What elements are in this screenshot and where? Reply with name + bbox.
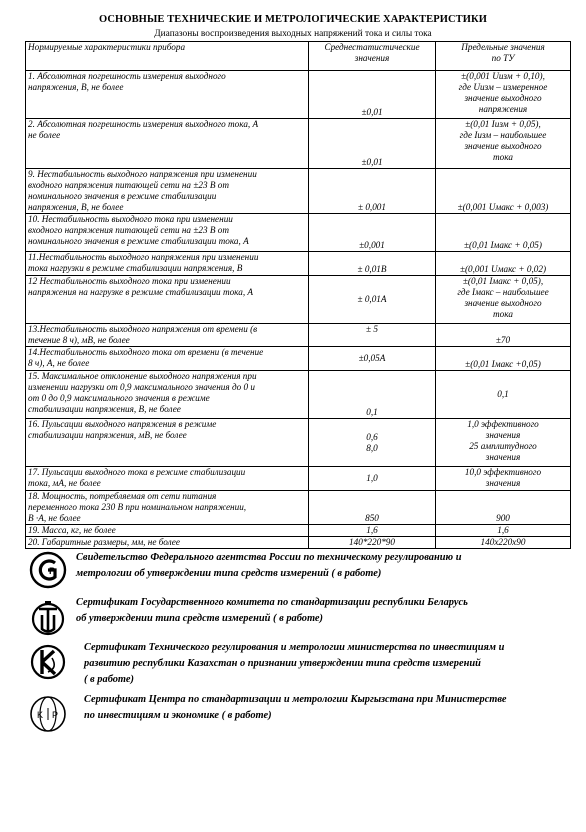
- limit-value-cell: ±(0,001 Uмакс + 0,02): [436, 252, 571, 276]
- characteristics-table: [25, 41, 571, 549]
- table-row: [26, 371, 571, 419]
- certificate-item: [28, 692, 576, 740]
- limit-value-cell: 0,1: [436, 371, 571, 419]
- table-row: [26, 276, 571, 324]
- certificate-item: [28, 640, 576, 688]
- average-value-cell: ±0,01: [309, 119, 436, 169]
- average-value-cell: 0,6 8,0: [309, 419, 436, 467]
- average-value-cell: 140*220*90: [309, 537, 436, 549]
- table-row: [26, 119, 571, 169]
- table-row: [26, 491, 571, 525]
- characteristic-name-cell: 17. Пульсации выходного тока в режиме стабилизации тока, мА, не более: [26, 467, 309, 491]
- characteristic-name-cell: 14.Нестабильность выходного тока от времени (в течение 8 ч), А, не более: [26, 347, 309, 371]
- characteristic-name-cell: 16. Пульсации выходного напряжения в режиме стабилизации напряжения, мВ, не более: [26, 419, 309, 467]
- average-value-cell: ± 5: [309, 324, 436, 347]
- gost-r-icon: [28, 550, 68, 594]
- belarus-cert-icon: [28, 595, 68, 639]
- certificate-item: [28, 595, 576, 643]
- certificate-text: Сертификат Технического регулирования и метрологии министерства по инвестициям и развитию республики Казахстан о признании утверждении типа средств измерений ( в работе): [84, 642, 505, 685]
- characteristic-name-cell: 1. Абсолютная погрешность измерения выходного напряжения, В, не более: [26, 71, 309, 119]
- characteristic-name-cell: 18. Мощность, потребляемая от сети питания переменного тока 230 В при номинальном напряжении, В ·А, не более: [26, 491, 309, 525]
- characteristic-name-cell: 12 Нестабильность выходного тока при изменении напряжения на нагрузке в режиме стабилизации тока, А: [26, 276, 309, 324]
- certificate-item: [28, 550, 576, 598]
- average-value-cell: ± 0,01А: [309, 276, 436, 324]
- table-row: [26, 525, 571, 537]
- limit-value-cell: ±(0,001 Uизм + 0,10), где Uизм – измеренное значение выходного напряжения: [436, 71, 571, 119]
- table-header-row: [26, 42, 571, 71]
- document-title: ОСНОВНЫЕ ТЕХНИЧЕСКИЕ И МЕТРОЛОГИЧЕСКИЕ ХАРАКТЕРИСТИКИ: [98, 14, 488, 25]
- svg-text:P: P: [49, 566, 56, 576]
- certificate-text: Свидетельство Федерального агентства России по техническому регулированию и метрологии об утверждении типа средств измерений ( в работе): [76, 552, 462, 579]
- limit-value-cell: 10,0 эффективного значения: [436, 467, 571, 491]
- table-body: [26, 71, 571, 549]
- average-value-cell: 0,1: [309, 371, 436, 419]
- table-row: [26, 169, 571, 214]
- certificate-text: Сертификат Государственного комитета по стандартизации республики Беларусь об утверждении типа средств измерений ( в работе): [76, 597, 468, 624]
- kyrgyzstan-cert-icon: [28, 692, 68, 736]
- table-row: [26, 347, 571, 371]
- table-row: [26, 214, 571, 252]
- document-subtitle: Диапазоны воспроизведения выходных напряжений тока и силы тока: [154, 29, 432, 39]
- table-row: [26, 537, 571, 549]
- limit-value-cell: 900: [436, 491, 571, 525]
- table-row: [26, 324, 571, 347]
- limit-value-cell: ±(0,001 Uмакс + 0,003): [436, 169, 571, 214]
- characteristic-name-cell: 19. Масса, кг, не более: [26, 525, 309, 537]
- characteristic-name-cell: 13.Нестабильность выходного напряжения от времени (в течение 8 ч), мВ, не более: [26, 324, 309, 347]
- characteristic-name-cell: 10. Нестабильность выходного тока при изменении входного напряжения питающей сети на ±23 В от номинального значения в режиме стабилизации тока, А: [26, 214, 309, 252]
- average-value-cell: ±0,001: [309, 214, 436, 252]
- svg-text:P: P: [52, 710, 59, 720]
- average-value-cell: 1,6: [309, 525, 436, 537]
- table-row: [26, 252, 571, 276]
- header-characteristics: Нормируемые характеристики прибора: [26, 42, 309, 71]
- svg-text:K: K: [37, 710, 44, 720]
- characteristic-name-cell: 15. Максимальное отклонение выходного напряжения при изменении нагрузки от 0,9 максимального значения до 0 и от 0 до 0,9 максимального значения в режиме стабилизации напряжения, В, не более: [26, 371, 309, 419]
- limit-value-cell: 1,6: [436, 525, 571, 537]
- characteristic-name-cell: 11.Нестабильность выходного напряжения при изменении тока нагрузки в режиме стабилизации напряжения, В: [26, 252, 309, 276]
- limit-value-cell: ±(0,01 Iизм + 0,05), где Iизм – наибольшее значение выходного тока: [436, 119, 571, 169]
- certificate-text: Сертификат Центра по стандартизации и метрологии Кыргызстана при Министерстве по инвестициям и экономике ( в работе): [84, 694, 507, 721]
- average-value-cell: ± 0,01В: [309, 252, 436, 276]
- average-value-cell: ±0,01: [309, 71, 436, 119]
- characteristic-name-cell: 9. Нестабильность выходного напряжения при изменении входного напряжения питающей сети на ±23 В от номинального значения в режиме стабилизации напряжения, В, не более: [26, 169, 309, 214]
- table-row: [26, 71, 571, 119]
- limit-value-cell: 140х220х90: [436, 537, 571, 549]
- table-row: [26, 419, 571, 467]
- header-limit-values: Предельные значения по ТУ: [436, 42, 571, 71]
- limit-value-cell: ±(0,01 Iмакс + 0,05), где Iмакс – наибольшее значение выходного тока: [436, 276, 571, 324]
- average-value-cell: ±0,05А: [309, 347, 436, 371]
- limit-value-cell: ±70: [436, 324, 571, 347]
- limit-value-cell: ±(0,01 Iмакс + 0,05): [436, 214, 571, 252]
- average-value-cell: 1,0: [309, 467, 436, 491]
- average-value-cell: 850: [309, 491, 436, 525]
- limit-value-cell: 1,0 эффективного значения 25 амплитудного значения: [436, 419, 571, 467]
- table-row: [26, 467, 571, 491]
- characteristic-name-cell: 20. Габаритные размеры, мм, не более: [26, 537, 309, 549]
- kazakhstan-cert-icon: [28, 640, 68, 684]
- average-value-cell: ± 0,001: [309, 169, 436, 214]
- characteristic-name-cell: 2. Абсолютная погрешность измерения выходного тока, А не более: [26, 119, 309, 169]
- header-average-values: Среднестатистические значения: [309, 42, 436, 71]
- limit-value-cell: ±(0,01 Iмакс +0,05): [436, 347, 571, 371]
